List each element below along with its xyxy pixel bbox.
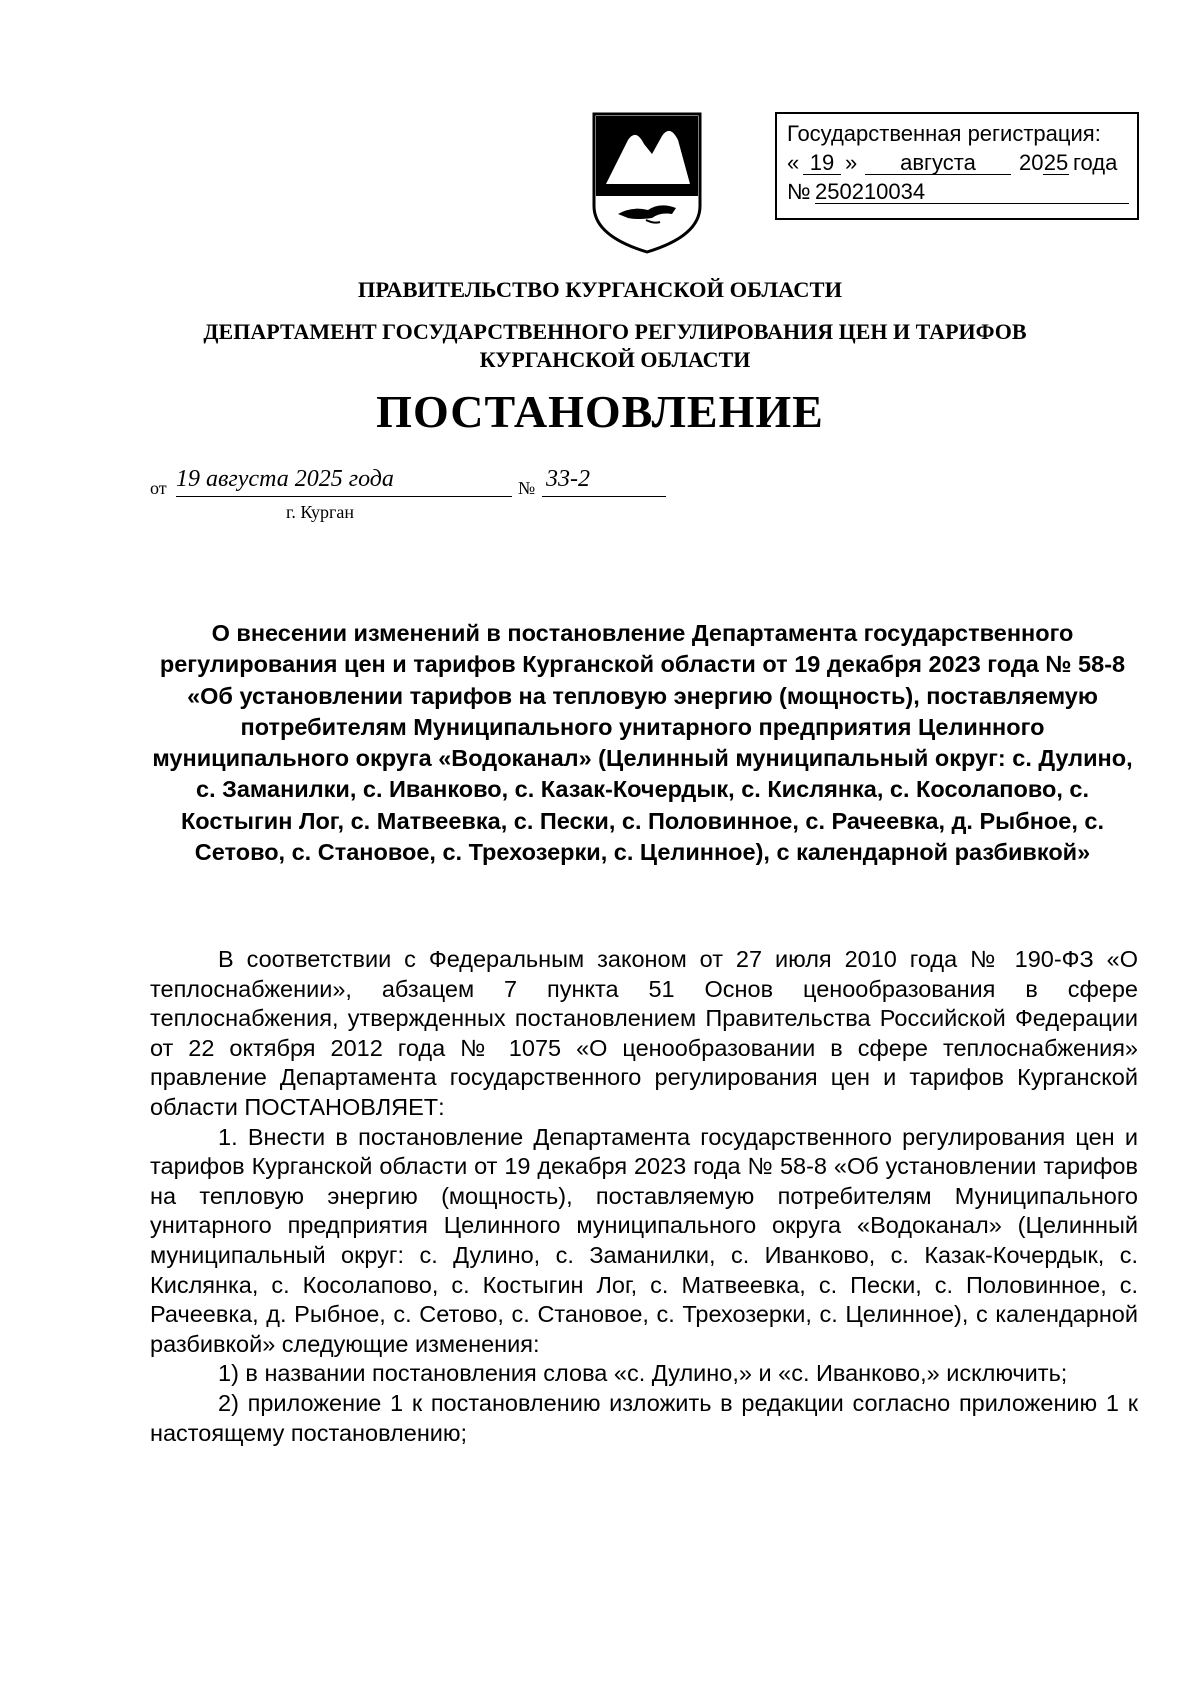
date-underline — [176, 496, 512, 497]
document-body — [150, 945, 1138, 1448]
registration-day-underline — [803, 174, 841, 175]
coat-of-arms-emblem — [588, 110, 706, 256]
document-subject: О внесении изменений в постановление Департамента государственного регулирования цен и тарифов Курганской области от 19 декабря 2023 года № 58-8 «Об установлении тарифов на тепловую энергию (мощность), поставляемую потребителям Муниципального унитарного предприятия Целинного муниципального округа «Водоканал» (Целинный муниципальный округ: с. Дулино, с. Заманилки, с. Иванково, с. Казак-Кочердык, с. Кислянка, с. Косолапово, с. Костыгин Лог, с. Матвеевка, с. Пески, с. Половинное, с. Рачеевка, д. Рыбное, с. Сетово, с. Становое, с. Трехозерки, с. Целинное), с календарной разбивкой» — [152, 620, 1133, 866]
registration-stamp — [775, 112, 1139, 220]
date-number-line — [150, 466, 670, 530]
handwritten-date: 19 августа 2025 года — [176, 466, 394, 492]
city-label: г. Курган — [286, 502, 355, 522]
subitem-2-paragraph: 2) приложение 1 к постановлению изложить в редакции согласно приложению 1 к настоящему постановлению; — [150, 1389, 1138, 1446]
document-title: ПОСТАНОВЛЕНИЕ — [376, 386, 824, 437]
registration-year-underline — [1043, 174, 1069, 175]
number-underline — [542, 496, 666, 497]
number-label: № — [518, 478, 536, 498]
registration-month-underline — [865, 174, 1011, 175]
handwritten-number: 33-2 — [546, 466, 590, 492]
preamble-paragraph: В соответствии с Федеральным законом от 27 июля 2010 года № 190-ФЗ «О теплоснабжении», абзацем 7 пункта 51 Основ ценообразования в сфере теплоснабжения, утвержденных постановлением Правительства Российской Федерации от 22 октября 2012 года № 1075 «О ценообразовании в сфере теплоснабжения» правление Департамента государственного регулирования цен и тарифов Курганской области ПОСТАНОВЛЯЕТ: — [150, 946, 1138, 1120]
department-heading: ДЕПАРТАМЕНТ ГОСУДАРСТВЕННОГО РЕГУЛИРОВАНИЯ ЦЕН И ТАРИФОВ КУРГАНСКОЙ ОБЛАСТИ — [203, 319, 1027, 372]
registration-number-row: № 250210034 — [787, 181, 811, 203]
government-heading: ПРАВИТЕЛЬСТВО КУРГАНСКОЙ ОБЛАСТИ — [357, 277, 843, 302]
registration-title: Государственная регистрация: — [787, 121, 1101, 146]
from-label: от — [150, 478, 167, 498]
registration-year: 25 — [1043, 150, 1069, 175]
registration-date-row: « 19 » августа 20 25 года — [787, 150, 1118, 175]
subitem-1-paragraph: 1) в названии постановления слова «с. Дулино,» и «с. Иванково,» исключить; — [218, 1360, 1068, 1387]
registration-number-underline — [815, 203, 1129, 204]
item-1-paragraph: 1. Внести в постановление Департамента государственного регулирования цен и тарифов Курганской области от 19 декабря 2023 года № 58-8 «Об установлении тарифов на тепловую энергию (мощность), поставляемую потребителям Муниципального унитарного предприятия Целинного муниципального округа «Водоканал» (Целинный муниципальный округ: с. Дулино, с. Заманилки, с. Иванково, с. Казак-Кочердык, с. Кислянка, с. Косолапово, с. Костыгин Лог, с. Матвеевка, с. Пески, с. Половинное, с. Рачеевка, д. Рыбное, с. Сетово, с. Становое, с. Трехозерки, с. Целинное), с календарной разбивкой» следующие изменения: — [150, 1123, 1138, 1357]
registration-month: августа — [900, 150, 976, 175]
registration-day: 19 — [809, 150, 835, 175]
registration-number: 250210034 — [815, 179, 926, 204]
